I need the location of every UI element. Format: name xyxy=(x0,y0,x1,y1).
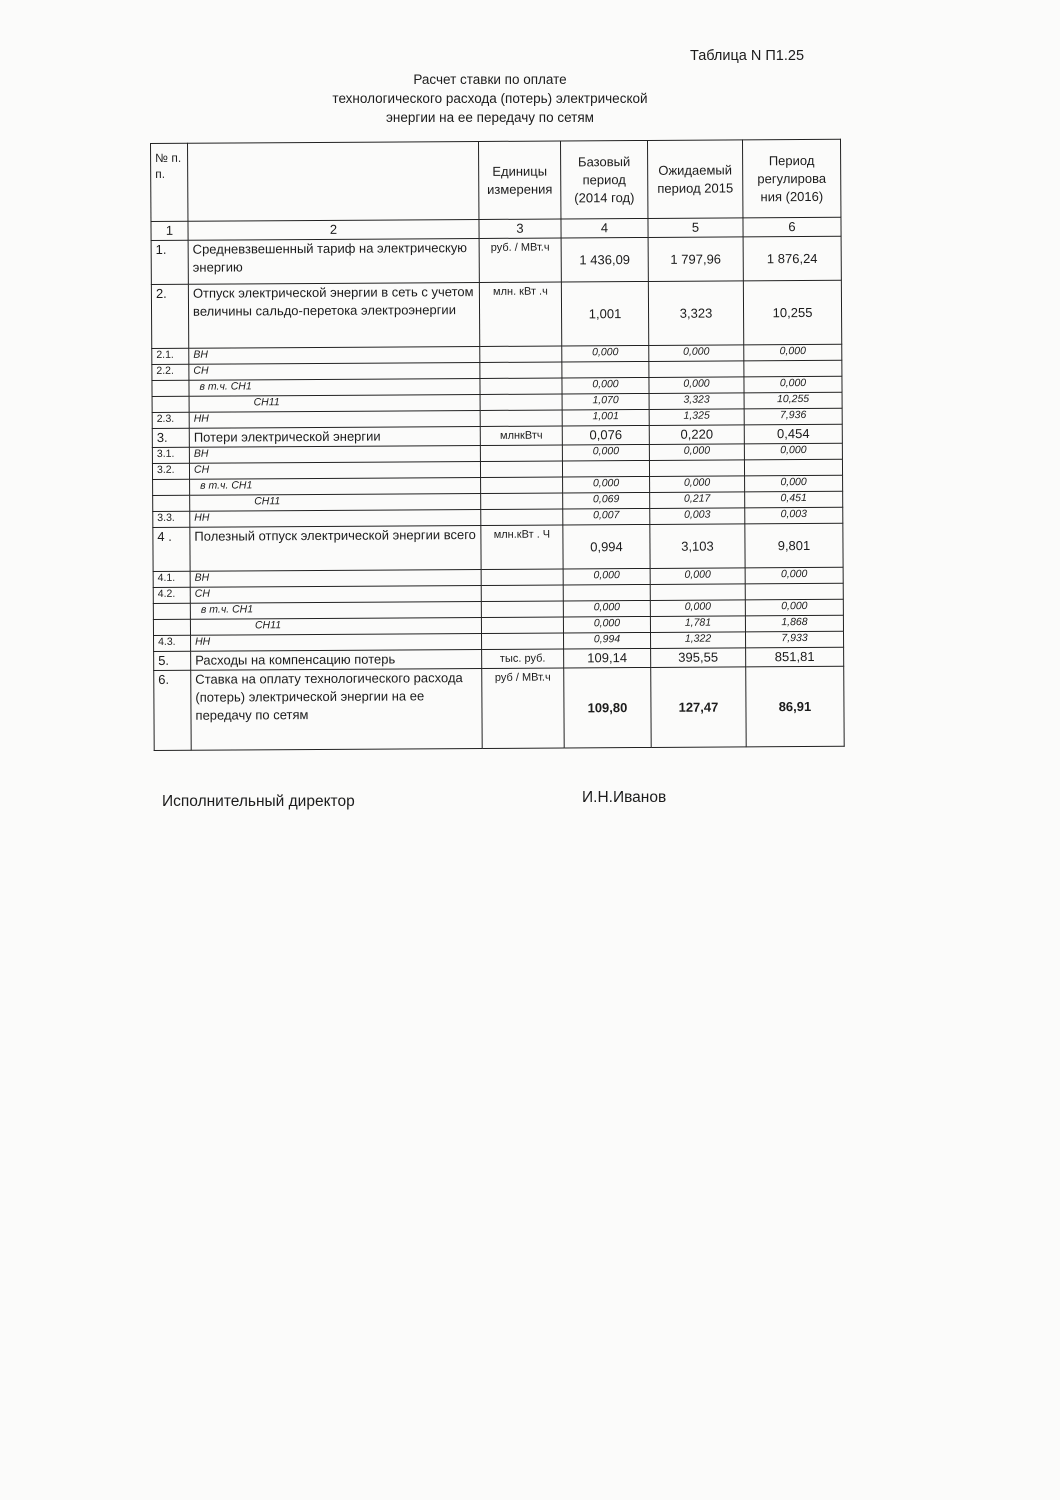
title-line: Расчет ставки по оплате xyxy=(413,72,567,87)
row-unit xyxy=(481,569,563,586)
row-value-regulation: 0,454 xyxy=(744,424,842,444)
row-value-expected: 127,47 xyxy=(651,667,746,748)
row-num xyxy=(153,495,190,511)
row-name: Полезный отпуск электрической энергии всего xyxy=(190,525,481,571)
row-name: Отпуск электрической энергии в сеть с учетом величины сальдо-перетока электроэнергии xyxy=(188,282,479,348)
row-num xyxy=(153,619,190,635)
row-name: НН xyxy=(191,633,482,651)
row-value-base: 1,001 xyxy=(561,281,648,346)
row-unit xyxy=(480,461,562,478)
row-name: СН xyxy=(189,461,480,479)
row-num: 3.2. xyxy=(152,463,189,479)
row-name: ВН xyxy=(189,346,480,364)
row-value-base: 0,000 xyxy=(562,444,649,461)
row-value-expected: 0,000 xyxy=(650,476,745,493)
row-value-expected: 1,322 xyxy=(650,632,745,649)
row-value-base xyxy=(562,361,649,378)
row-value-expected: 0,003 xyxy=(650,508,745,525)
row-value-expected: 1 797,96 xyxy=(648,237,743,282)
row-value-regulation xyxy=(744,360,842,377)
row-value-expected: 0,217 xyxy=(650,492,745,509)
row-name xyxy=(190,617,481,635)
row-num: 2. xyxy=(151,284,188,348)
row-unit xyxy=(481,585,563,602)
row-num xyxy=(153,603,190,619)
row-value-regulation: 851,81 xyxy=(746,647,844,667)
row-unit: млнкВтч xyxy=(480,426,562,446)
row-value-base xyxy=(562,460,649,477)
header-expected-period: Ожидаемый период 2015 xyxy=(647,140,742,219)
row-num: 2.3. xyxy=(152,412,189,428)
row-name xyxy=(190,493,481,511)
row-num: 3.1. xyxy=(152,447,189,463)
table-row xyxy=(151,236,841,284)
signature-role: Исполнительный директор xyxy=(162,793,355,810)
row-num: 6. xyxy=(154,670,191,750)
row-name: ВН xyxy=(189,445,480,463)
row-num xyxy=(152,380,189,396)
row-unit xyxy=(481,493,563,510)
row-value-regulation: 0,000 xyxy=(744,376,842,393)
row-value-expected: 395,55 xyxy=(651,648,746,668)
row-value-regulation: 0,000 xyxy=(744,443,842,460)
row-name-text: в т.ч. СН1 xyxy=(200,603,254,616)
row-unit: млн. кВт .ч xyxy=(479,282,561,346)
row-value-base: 0,076 xyxy=(562,425,649,445)
row-name: Потери электрической энергии xyxy=(189,426,480,447)
row-value-base: 109,14 xyxy=(564,648,651,668)
row-name: Ставка на оплату технологического расхода (потерь) электрической энергии на ее передачу по сетям xyxy=(191,668,482,750)
row-value-regulation: 0,451 xyxy=(745,491,843,508)
row-value-expected: 0,000 xyxy=(649,377,744,394)
row-name-text: СН11 xyxy=(254,619,282,632)
row-name xyxy=(189,394,480,412)
row-num: 1. xyxy=(151,240,188,284)
table-row xyxy=(151,280,841,348)
row-value-regulation: 9,801 xyxy=(745,523,843,568)
row-value-base: 0,000 xyxy=(562,345,649,362)
row-value-regulation: 0,003 xyxy=(745,507,843,524)
col-number: 2 xyxy=(188,219,479,240)
col-number: 3 xyxy=(479,219,561,239)
row-value-regulation: 86,91 xyxy=(746,666,844,747)
row-name-text: в т.ч. СН1 xyxy=(200,479,253,492)
row-num: 4.1. xyxy=(153,571,190,587)
row-num: 4.2. xyxy=(153,587,190,603)
row-value-base: 0,994 xyxy=(563,524,650,569)
row-value-regulation xyxy=(745,583,843,600)
row-value-base: 0,007 xyxy=(563,508,650,525)
row-value-base: 0,000 xyxy=(563,600,650,617)
row-unit: руб. / МВт.ч xyxy=(479,238,561,283)
col-number: 5 xyxy=(648,218,743,238)
row-value-regulation: 10,255 xyxy=(743,280,841,345)
row-unit xyxy=(481,617,563,634)
col-number: 1 xyxy=(151,221,188,240)
table-header-row xyxy=(151,139,841,221)
row-num: 4 . xyxy=(153,527,190,571)
rate-calculation-table xyxy=(150,139,845,751)
row-unit xyxy=(480,394,562,411)
row-value-regulation: 1 876,24 xyxy=(743,236,841,281)
row-name: Расходы на компенсацию потерь xyxy=(191,649,482,670)
title-line: технологического расхода (потерь) электрической xyxy=(332,91,648,106)
row-name-text: СН11 xyxy=(253,396,280,409)
document-title xyxy=(280,70,700,127)
header-num: № п. п. xyxy=(151,143,188,221)
row-unit xyxy=(481,601,563,618)
row-value-expected xyxy=(649,460,744,477)
row-value-base xyxy=(563,584,650,601)
row-unit: млн.кВт . Ч xyxy=(481,525,563,570)
header-name xyxy=(188,141,479,221)
row-value-base: 109,80 xyxy=(564,667,651,748)
row-name-text: СН11 xyxy=(254,495,281,508)
row-value-regulation: 10,255 xyxy=(744,392,842,409)
row-value-expected: 0,000 xyxy=(650,568,745,585)
row-name xyxy=(190,601,481,619)
row-value-base: 1,070 xyxy=(562,393,649,410)
row-name: Средневзвешенный тариф на электрическую энергию xyxy=(188,238,479,284)
row-value-regulation: 0,000 xyxy=(745,599,843,616)
row-name: ВН xyxy=(190,569,481,587)
table-number: Таблица N П1.25 xyxy=(690,48,805,64)
row-value-base: 0,000 xyxy=(563,568,650,585)
row-value-expected: 0,000 xyxy=(650,600,745,617)
row-unit xyxy=(481,477,563,494)
row-unit xyxy=(480,346,562,363)
row-value-expected: 0,000 xyxy=(649,444,744,461)
row-num: 3. xyxy=(152,428,189,447)
row-value-base: 0,994 xyxy=(564,632,651,649)
row-value-base: 0,000 xyxy=(563,616,650,633)
row-name: НН xyxy=(189,410,480,428)
header-regulation-period: Период регулирова ния (2016) xyxy=(742,139,840,218)
row-name: НН xyxy=(190,509,481,527)
row-value-regulation: 7,933 xyxy=(745,631,843,648)
row-unit xyxy=(480,445,562,462)
header-base-period: Базовый период (2014 год) xyxy=(560,140,647,219)
signature-name: И.Н.Иванов xyxy=(582,789,667,806)
table-row xyxy=(154,666,844,750)
row-value-expected xyxy=(650,584,745,601)
row-num xyxy=(152,396,189,412)
row-value-regulation: 1,868 xyxy=(745,615,843,632)
row-value-expected: 3,323 xyxy=(648,281,743,346)
row-value-expected: 3,103 xyxy=(650,524,745,569)
col-number: 6 xyxy=(743,217,841,237)
row-name xyxy=(190,477,481,495)
row-value-expected: 1,781 xyxy=(650,616,745,633)
row-value-regulation: 0,000 xyxy=(745,475,843,492)
row-value-expected: 0,220 xyxy=(649,425,744,445)
row-name: СН xyxy=(190,585,481,603)
row-value-expected: 1,325 xyxy=(649,409,744,426)
row-value-expected: 0,000 xyxy=(649,345,744,362)
row-value-regulation: 0,000 xyxy=(745,567,843,584)
row-unit xyxy=(481,509,563,526)
table-row xyxy=(153,523,843,571)
row-value-base: 0,069 xyxy=(563,492,650,509)
row-unit xyxy=(480,362,562,379)
row-num: 5. xyxy=(154,651,191,670)
row-value-base: 0,000 xyxy=(563,476,650,493)
row-name xyxy=(189,378,480,396)
row-name: СН xyxy=(189,362,480,380)
row-value-base: 1,001 xyxy=(562,409,649,426)
row-value-regulation: 0,000 xyxy=(744,344,842,361)
row-value-regulation xyxy=(744,459,842,476)
row-num xyxy=(153,479,190,495)
row-num: 2.1. xyxy=(152,348,189,364)
row-unit: руб / МВт.ч xyxy=(482,668,564,748)
row-unit xyxy=(480,378,562,395)
col-number: 4 xyxy=(561,218,648,238)
row-num: 4.3. xyxy=(154,635,191,651)
row-value-base: 0,000 xyxy=(562,377,649,394)
row-unit xyxy=(482,633,564,650)
row-value-base: 1 436,09 xyxy=(561,237,648,282)
row-value-expected xyxy=(649,361,744,378)
row-unit xyxy=(480,410,562,427)
title-line: энергии на ее передачу по сетям xyxy=(386,110,594,125)
header-unit: Единицы измерения xyxy=(478,141,560,219)
row-value-regulation: 7,936 xyxy=(744,408,842,425)
row-value-expected: 3,323 xyxy=(649,393,744,410)
row-num: 3.3. xyxy=(153,511,190,527)
row-name-text: в т.ч. СН1 xyxy=(199,380,252,393)
row-unit: тыс. руб. xyxy=(482,649,564,669)
row-num: 2.2. xyxy=(152,364,189,380)
